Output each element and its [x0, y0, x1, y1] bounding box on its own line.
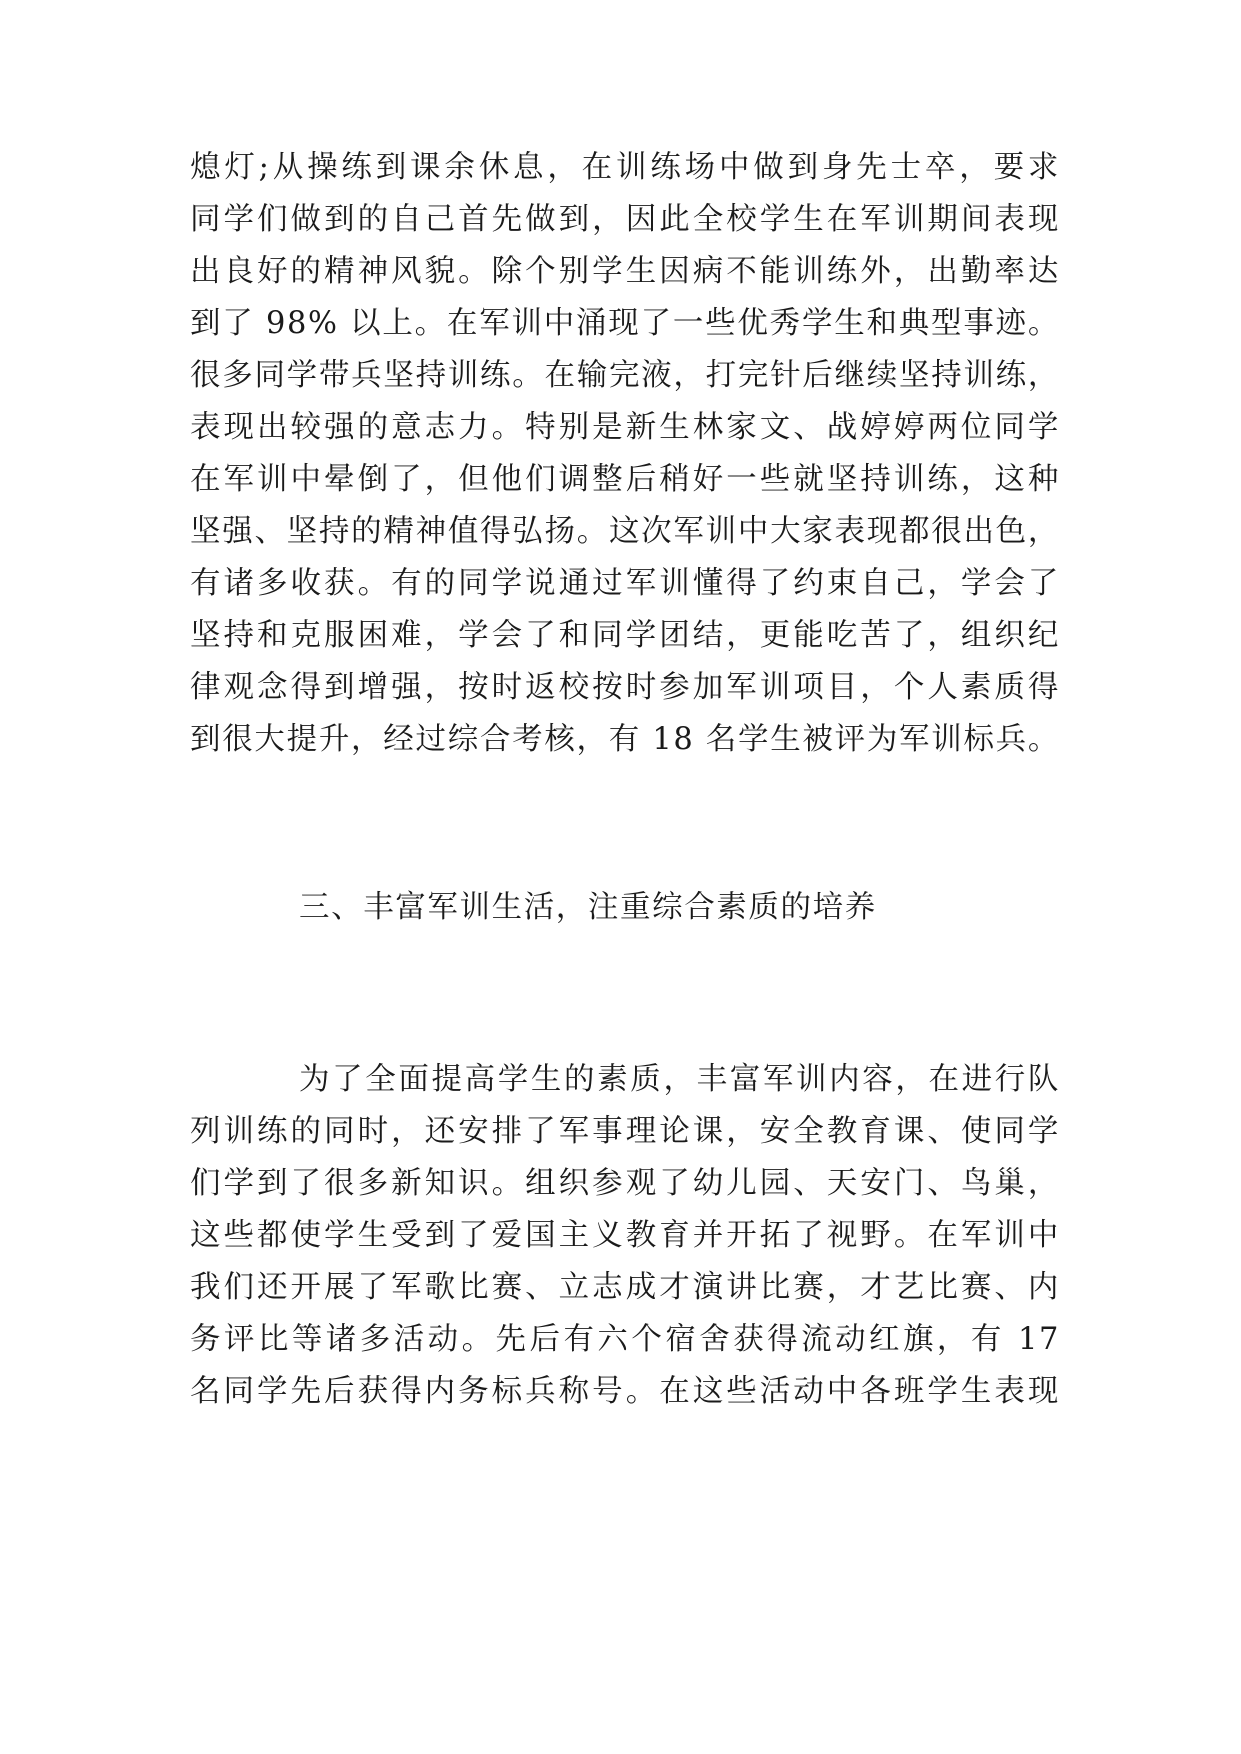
paragraph-line: 熄灯;从操练到课余休息，在训练场中做到身先士卒，要求 [190, 150, 1060, 185]
paragraph-line: 这些都使学生受到了爱国主义教育并开拓了视野。在军训中 [190, 1218, 1060, 1253]
paragraph-line: 出良好的精神风貌。除个别学生因病不能训练外，出勤率达 [190, 254, 1060, 289]
paragraph-line: 同学们做到的自己首先做到，因此全校学生在军训期间表现 [190, 202, 1060, 237]
paragraph-line: 们学到了很多新知识。组织参观了幼儿园、天安门、鸟巢， [190, 1166, 1060, 1201]
paragraph-line: 表现出较强的意志力。特别是新生林家文、战婷婷两位同学 [190, 410, 1060, 445]
paragraph-line: 列训练的同时，还安排了军事理论课，安全教育课、使同学 [190, 1114, 1060, 1149]
paragraph-line: 有诸多收获。有的同学说通过军训懂得了约束自己，学会了 [190, 566, 1060, 601]
paragraph-line: 很多同学带兵坚持训练。在输完液，打完针后继续坚持训练， [190, 358, 1060, 393]
paragraph-line: 到了 98% 以上。在军训中涌现了一些优秀学生和典型事迹。 [190, 306, 1060, 341]
paragraph-line: 我们还开展了军歌比赛、立志成才演讲比赛，才艺比赛、内 [190, 1270, 1060, 1305]
paragraph-line: 到很大提升，经过综合考核，有 18 名学生被评为军训标兵。 [190, 722, 1060, 757]
section-heading: 三、丰富军训生活，注重综合素质的培养 [299, 890, 877, 925]
paragraph-line: 为了全面提高学生的素质，丰富军训内容，在进行队 [299, 1062, 1060, 1097]
paragraph-line: 名同学先后获得内务标兵称号。在这些活动中各班学生表现 [190, 1374, 1060, 1409]
paragraph-line: 在军训中晕倒了，但他们调整后稍好一些就坚持训练，这种 [190, 462, 1060, 497]
paragraph-line: 律观念得到增强，按时返校按时参加军训项目，个人素质得 [190, 670, 1060, 705]
paragraph-line: 坚强、坚持的精神值得弘扬。这次军训中大家表现都很出色， [190, 514, 1060, 549]
paragraph-line: 务评比等诸多活动。先后有六个宿舍获得流动红旗，有 17 [190, 1322, 1060, 1357]
paragraph-line: 坚持和克服困难，学会了和同学团结，更能吃苦了，组织纪 [190, 618, 1060, 653]
